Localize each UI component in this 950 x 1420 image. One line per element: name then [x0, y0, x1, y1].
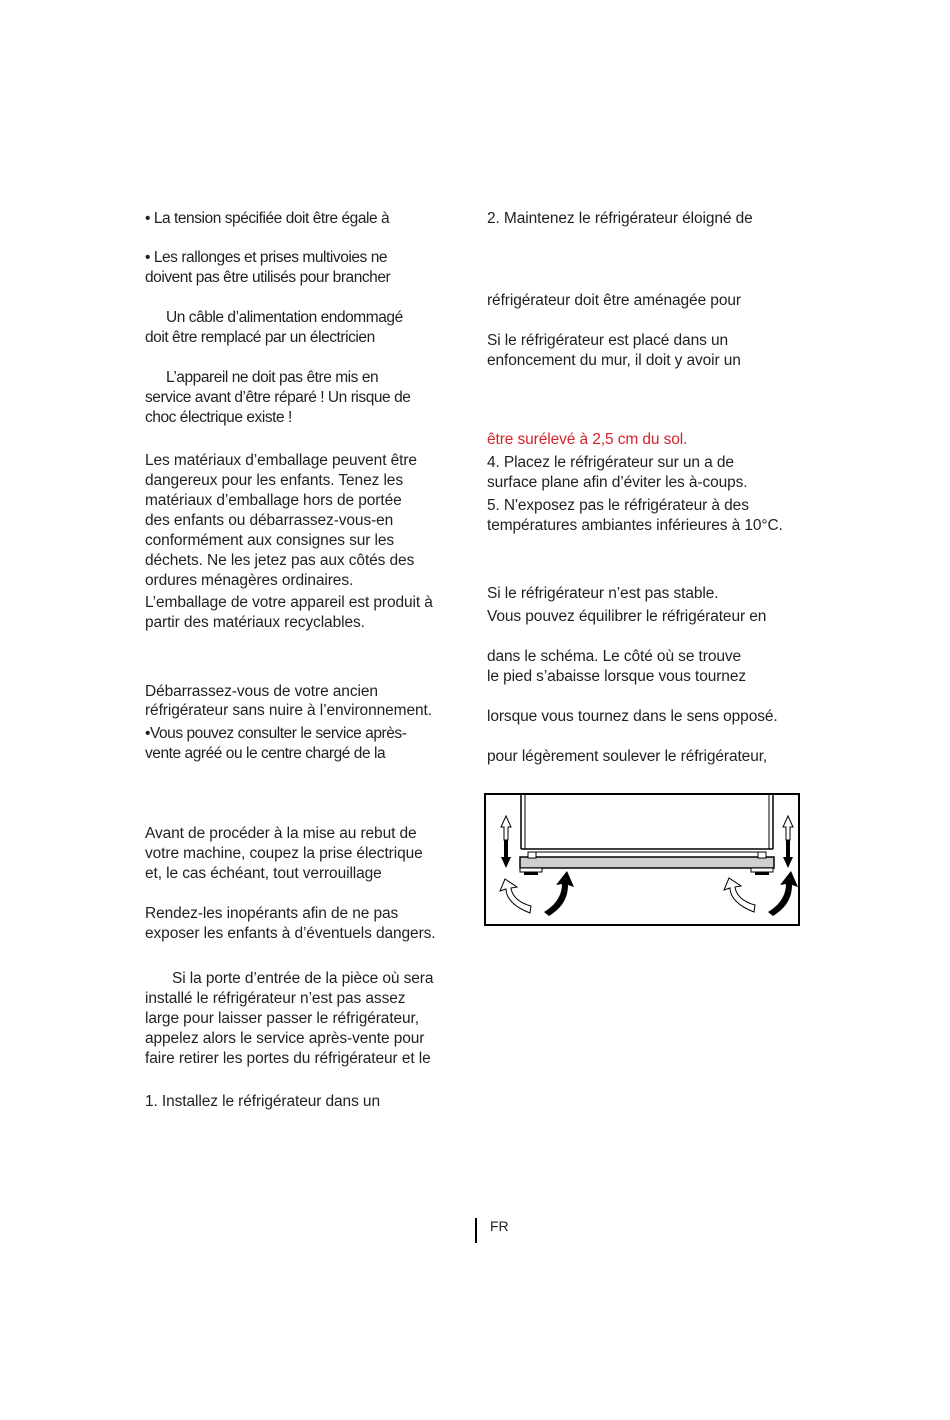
refrigerator-body	[521, 795, 773, 852]
text-line: choc électrique existe !	[145, 409, 292, 426]
text-line: déchets. Ne les jetez pas aux côtés des	[145, 552, 415, 569]
text-line: vente agréé ou le centre chargé de la	[145, 745, 386, 762]
text-line: exposer les enfants à d’éventuels dangers.	[145, 925, 436, 942]
text-line: partir des matériaux recyclables.	[145, 614, 365, 631]
highlighted-text-line: être surélevé à 2,5 cm du sol.	[487, 431, 688, 448]
text-line: dans le schéma. Le côté où se trouve	[487, 648, 742, 665]
text-line: 2. Maintenez le réfrigérateur éloigné de	[487, 210, 753, 227]
text-line: Si le réfrigérateur n’est pas stable.	[487, 585, 719, 602]
leveling-foot-left	[520, 868, 542, 875]
text-line: et, le cas échéant, tout verrouillage	[145, 865, 382, 882]
text-line: Débarrassez-vous de votre ancien	[145, 683, 378, 700]
text-line: ordures ménagères ordinaires.	[145, 572, 354, 589]
text-line: installé le réfrigérateur n’est pas assez	[145, 990, 406, 1007]
text-line: dangereux pour les enfants. Tenez les	[145, 472, 403, 489]
text-line: doivent pas être utilisés pour brancher	[145, 269, 391, 286]
text-line: 4. Placez le réfrigérateur sur un a de	[487, 454, 734, 471]
text-line: 5. N'exposez pas le réfrigérateur à des	[487, 497, 749, 514]
text-line: matériaux d’emballage hors de portée	[145, 492, 402, 509]
text-line: votre machine, coupez la prise électrique	[145, 845, 423, 862]
text-line: appelez alors le service après-vente pour	[145, 1030, 425, 1047]
text-line: des enfants ou débarrassez-vous-en	[145, 512, 394, 529]
text-line: service avant d’être réparé ! Un risque de	[145, 389, 411, 406]
rotate-arrow-icon	[544, 871, 574, 916]
text-line: Les matériaux d’emballage peuvent être	[145, 452, 417, 469]
text-line: réfrigérateur sans nuire à l’environnement.	[145, 702, 432, 719]
text-line: Si le réfrigérateur est placé dans un	[487, 332, 728, 349]
text-line: doit être remplacé par un électricien	[145, 329, 375, 346]
text-line: 1. Installez le réfrigérateur dans un	[145, 1093, 380, 1110]
up-down-arrow-icon	[783, 816, 793, 868]
text-line: le pied s’abaisse lorsque vous tournez	[487, 668, 746, 685]
leveling-foot-right	[751, 868, 773, 875]
rotate-arrow-icon	[500, 879, 531, 913]
rotate-arrow-icon	[768, 871, 798, 916]
text-line: Un câble d’alimentation endommagé	[166, 309, 403, 326]
text-line: •Vous pouvez consulter le service après-	[145, 725, 407, 742]
text-line: surface plane afin d’éviter les à-coups.	[487, 474, 748, 491]
text-line: réfrigérateur doit être aménagée pour	[487, 292, 741, 309]
text-line: large pour laisser passer le réfrigérateur,	[145, 1010, 419, 1027]
text-line: • Les rallonges et prises multivoies ne	[145, 249, 388, 266]
text-line: • La tension spécifiée doit être égale à	[145, 210, 390, 227]
text-line: faire retirer les portes du réfrigérateur et le	[145, 1050, 431, 1067]
text-line: conformément aux consignes sur les	[145, 532, 395, 549]
text-line: L’appareil ne doit pas être mis en	[166, 369, 379, 386]
up-down-arrow-icon	[501, 816, 511, 868]
text-line: Si la porte d’entrée de la pièce où sera	[172, 970, 434, 987]
footer-divider	[475, 1218, 477, 1243]
text-line: Vous pouvez équilibrer le réfrigérateur en	[487, 608, 767, 625]
text-line: L’emballage de votre appareil est produit à	[145, 594, 433, 611]
refrigerator-base-illustration	[486, 795, 798, 924]
text-line: Rendez-les inopérants afin de ne pas	[145, 905, 399, 922]
text-line: lorsque vous tournez dans le sens opposé.	[487, 708, 778, 725]
text-line: Avant de procéder à la mise au rebut de	[145, 825, 417, 842]
leveling-feet-diagram	[484, 793, 800, 926]
text-line: enfoncement du mur, il doit y avoir un	[487, 352, 741, 369]
rotate-arrow-icon	[724, 878, 755, 912]
text-line: températures ambiantes inférieures à 10°C.	[487, 517, 783, 534]
text-line: pour légèrement soulever le réfrigérateur,	[487, 748, 768, 765]
language-code: FR	[490, 1218, 509, 1234]
base-plinth	[520, 852, 774, 868]
